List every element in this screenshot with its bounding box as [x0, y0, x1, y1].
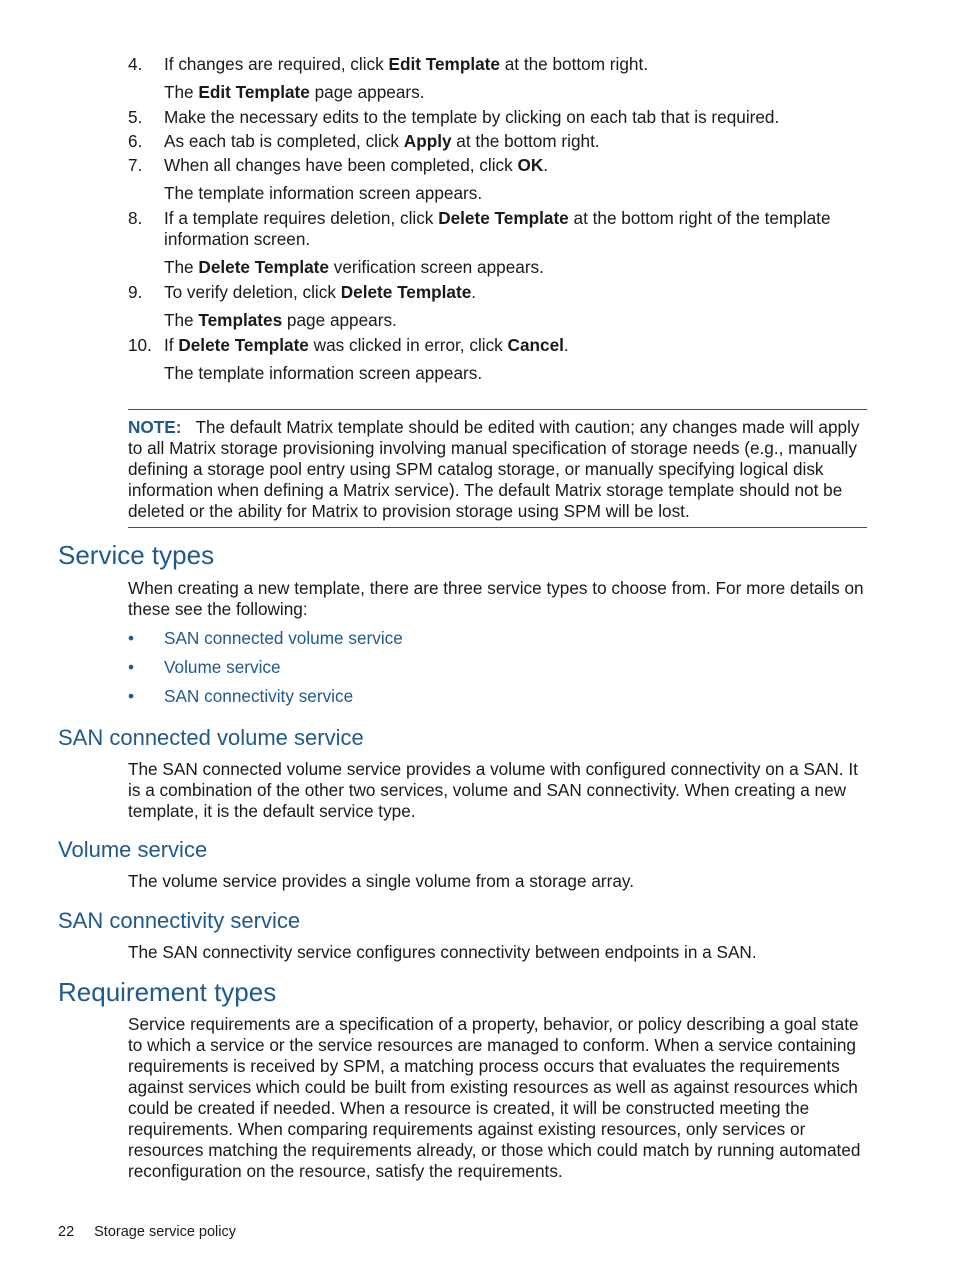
heading-volume-service: Volume service [58, 837, 208, 862]
step-number: 6. [128, 131, 143, 151]
ui-term: OK [517, 155, 544, 175]
ui-term: Delete Template [340, 282, 472, 302]
heading-san-connectivity-service: SAN connectivity service [58, 908, 301, 933]
step-6: 6. As each tab is completed, click Apply at the bottom right. [128, 131, 600, 151]
link-san-connected-volume-service[interactable]: SAN connected volume service [164, 628, 403, 648]
step-number: 4. [128, 54, 143, 74]
step-result: The template information screen appears. [164, 363, 483, 383]
heading-requirement-types: Requirement types [58, 977, 277, 1007]
ui-term: Cancel [507, 335, 564, 355]
note-box [128, 409, 867, 528]
step-number: 8. [128, 208, 143, 228]
note-label: NOTE: [128, 417, 182, 437]
san-connected-text: The SAN connected volume service provides a volume with configured connectivity on a SAN. It is a combination of the other two services, volume and SAN connectivity. When creating a new template, it is the default service type. [128, 759, 858, 821]
step-result: The Templates page appears. [164, 310, 397, 330]
step-number: 10. [128, 335, 152, 355]
step-8: 8. If a template requires deletion, click Delete Template at the bottom right of the template information screen. The Delete Template verification screen appears. [128, 208, 868, 278]
link-volume-service[interactable]: Volume service [164, 657, 281, 677]
volume-text: The volume service provides a single volume from a storage array. [128, 871, 634, 891]
step-9: 9. To verify deletion, click Delete Template. The Templates page appears. [128, 282, 868, 331]
step-10: 10. If Delete Template was clicked in error, click Cancel. The template information screen appears. [128, 335, 868, 384]
list-item: • SAN connectivity service [128, 686, 354, 706]
footer-title: Storage service policy [94, 1224, 236, 1240]
step-number: 5. [128, 107, 143, 127]
step-5: 5. Make the necessary edits to the template by clicking on each tab that is required. [128, 107, 780, 127]
heading-san-connected-volume-service: SAN connected volume service [58, 725, 364, 750]
link-san-connectivity-service[interactable]: SAN connectivity service [164, 686, 354, 706]
step-7: 7. When all changes have been completed, click OK. The template information screen appears. [128, 155, 868, 204]
requirement-types-text: Service requirements are a specification of a property, behavior, or policy describing a goal state to which a service or the service resources are managed to conform. When a service containing requirements is received by SPM, a matching process occurs that evaluates the requirements against services which could be built from existing resources as well as against resources which could be created if needed. When a resource is created, it will be constructed meeting the requirements. When comparing requirements against existing resources, only services or resources matching the requirements already, or those which could match by running automated reconfiguration on the resource, satisfy the requirements. [128, 1014, 861, 1181]
san-connectivity-text: The SAN connectivity service configures connectivity between endpoints in a SAN. [128, 942, 757, 962]
ui-term: Apply [403, 131, 452, 151]
service-type-links [128, 628, 403, 715]
ui-term: Edit Template [388, 54, 500, 74]
list-item: • Volume service [128, 657, 281, 677]
step-result: The Edit Template page appears. [164, 82, 425, 102]
service-types-intro: When creating a new template, there are three service types to choose from. For more details on these see the following: [128, 578, 864, 619]
page-number: 22 [58, 1224, 75, 1240]
ui-term: Delete Template [438, 208, 569, 228]
heading-service-types: Service types [58, 540, 215, 570]
step-result: The Delete Template verification screen appears. [164, 257, 544, 277]
ui-term: Delete Template [178, 335, 309, 355]
step-result: The template information screen appears. [164, 183, 483, 203]
procedure-steps [128, 54, 868, 388]
page-footer [58, 1223, 236, 1241]
step-number: 9. [128, 282, 143, 302]
step-number: 7. [128, 155, 143, 175]
note-text: The default Matrix template should be edited with caution; any changes made will apply to all Matrix storage provisioning involving manual specification of storage needs (e.g., manually defining a storage pool entry using SPM catalog storage, or manually specifying logical disk information when defining a Matrix service). The default Matrix storage template should not be deleted or the ability for Matrix to provision storage using SPM will be lost. [128, 417, 860, 521]
list-item: • SAN connected volume service [128, 628, 403, 648]
step-4: 4. If changes are required, click Edit Template at the bottom right. The Edit Template page appears. [128, 54, 868, 103]
